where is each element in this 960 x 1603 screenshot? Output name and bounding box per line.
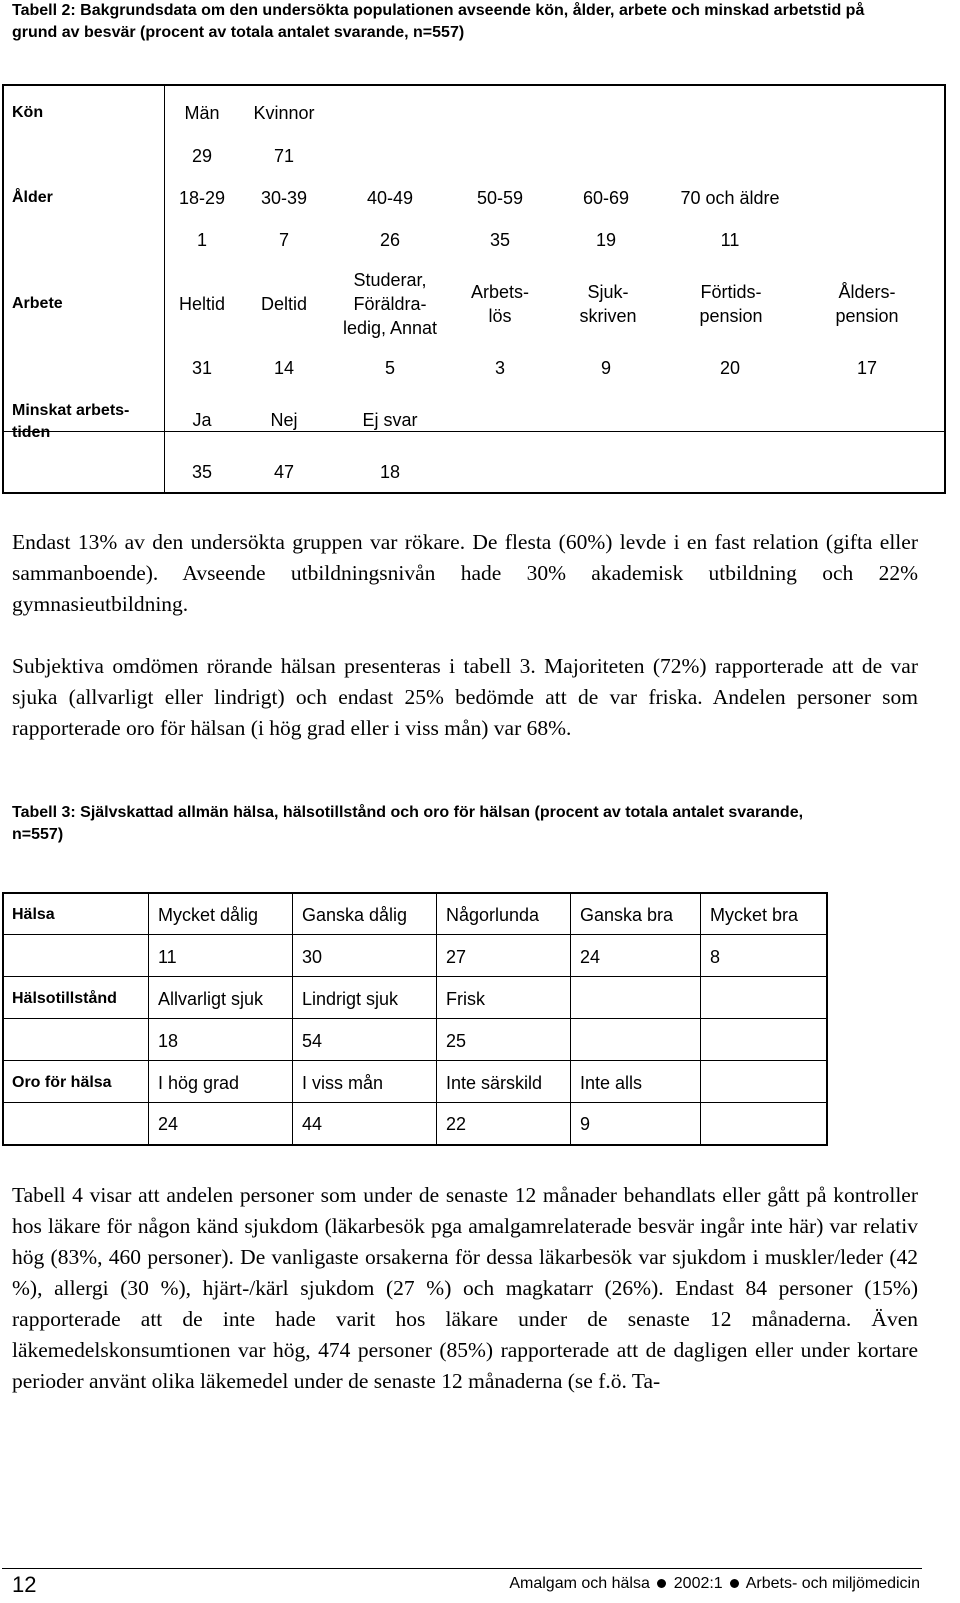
alder-val-1: 7 (278, 230, 290, 250)
arbete-val-3: 3 (494, 358, 506, 378)
footer-publisher: Arbets- och miljömedicin (745, 1575, 920, 1592)
halsotillstand-val-1: 54 (302, 1031, 323, 1051)
alder-cat-2: 40-49 (366, 188, 414, 208)
kon-val-0: 29 (191, 146, 213, 166)
kon-cat-0: Män (184, 103, 220, 123)
halsa-val-2: 27 (446, 947, 467, 967)
table3-col-divider (570, 894, 571, 1144)
paragraph-1: Endast 13% av den undersökta gruppen var rökare. De flesta (60%) levde i en fast relation (gifta eller sammanboende). Avseende utbildningsnivån hade 30% akademisk utbildning och 22% gymnasieutbildning. (12, 530, 918, 616)
halsa-cat-0: Mycket dålig (158, 905, 259, 925)
label-halsotillstand: Hälsotillstånd (12, 990, 117, 1007)
label-arbete: Arbete (12, 295, 63, 312)
arbete-val-4: 9 (600, 358, 612, 378)
arbete-val-6: 17 (856, 358, 878, 378)
halsa-val-1: 30 (302, 947, 323, 967)
paragraph-3: Tabell 4 visar att andelen personer som under de senaste 12 månader behandlats eller gått på kontroller hos läkare för någon känd sjukdom (läkarbesök pga amalgamrelaterade besvär ingår inte här) var relativ hög (83%, 460 personer). De vanligaste orsakerna för dessa läkarbesök var sjukdom i muskler/leder (42 %), allergi (30 %), hjärt-/kärl sjukdom (27 %) och magkatarr (26%). Endast 84 personer (15%) rapporterade att de inte hade varit hos läkare under de senaste 12 månaderna. Även läkemedelskonsumtionen var hög, 474 personer (85%) rapporterade att de dagligen eller under kortare perioder använt olika läkemedel under de senaste 12 månaderna (se f.ö. Ta- (12, 1183, 918, 1393)
alder-cat-5: 70 och äldre (680, 188, 780, 208)
alder-val-5: 11 (720, 230, 740, 250)
oro-val-1: 44 (302, 1114, 323, 1134)
table3-row-divider (4, 1018, 826, 1019)
table3-col-divider (292, 894, 293, 1144)
oro-cat-3: Inte alls (580, 1073, 643, 1093)
halsa-val-3: 24 (580, 947, 601, 967)
arbete-val-0: 31 (191, 358, 213, 378)
minskad-val-0: 35 (191, 462, 213, 482)
oro-cat-0: I hög grad (158, 1073, 240, 1093)
minskad-val-2: 18 (379, 462, 401, 482)
halsotillstand-cat-0: Allvarligt sjuk (158, 989, 264, 1009)
arbete-cat-sjukskriven: Sjuk- skriven (579, 282, 637, 326)
minskad-cat-0: Ja (192, 410, 212, 430)
halsa-cat-4: Mycket bra (710, 905, 799, 925)
label-halsa: Hälsa (12, 906, 55, 923)
arbete-cat-heltid: Heltid (178, 294, 226, 314)
halsa-cat-2: Någorlunda (446, 905, 540, 925)
halsa-val-4: 8 (710, 947, 721, 967)
table3-caption: Tabell 3: Självskattad allmän hälsa, hälsotillstånd och oro för hälsan (procent av totala antalet svarande, n=557) (12, 804, 804, 843)
arbete-cat-fortidspension: Förtids- pension (699, 282, 763, 326)
alder-val-0: 1 (196, 230, 208, 250)
arbete-val-5: 20 (719, 358, 741, 378)
table3-col-divider (700, 894, 701, 1144)
footer-text (509, 1575, 920, 1593)
halsotillstand-cat-2: Frisk (446, 989, 485, 1009)
table3-row-divider (4, 1060, 826, 1061)
bullet-icon (657, 1579, 666, 1588)
alder-cat-4: 60-69 (582, 188, 630, 208)
table2-caption: Tabell 2: Bakgrundsdata om den undersökta populationen avseende kön, ålder, arbete och minskad arbetstid på grund av besvär (procent av totala antalet svarande, n=557) (12, 2, 865, 41)
table2-row-divider (4, 431, 944, 432)
kon-val-1: 71 (273, 146, 295, 166)
label-oro: Oro för hälsa (12, 1074, 112, 1091)
label-alder: Ålder (12, 189, 53, 206)
arbete-cat-deltid: Deltid (260, 294, 308, 314)
halsa-cat-3: Ganska bra (580, 905, 674, 925)
footer-publication: Amalgam och hälsa (509, 1575, 650, 1592)
table3-row-divider (4, 934, 826, 935)
label-minskat: Minskat arbets- tiden (12, 402, 130, 441)
oro-val-2: 22 (446, 1114, 467, 1134)
halsotillstand-val-0: 18 (158, 1031, 179, 1051)
halsa-val-0: 11 (158, 947, 177, 967)
table3 (2, 892, 828, 1146)
minskad-val-1: 47 (273, 462, 295, 482)
alder-cat-3: 50-59 (476, 188, 524, 208)
alder-cat-1: 30-39 (260, 188, 308, 208)
kon-cat-1: Kvinnor (253, 103, 315, 123)
table3-col-divider (436, 894, 437, 1144)
oro-val-3: 9 (580, 1114, 591, 1134)
bullet-icon (730, 1579, 739, 1588)
label-kon: Kön (12, 104, 44, 121)
halsotillstand-cat-1: Lindrigt sjuk (302, 989, 399, 1009)
arbete-cat-arbetslos: Arbets- lös (470, 282, 530, 326)
page-number: 12 (12, 1572, 37, 1597)
table2 (2, 84, 946, 494)
table3-col-divider (148, 894, 149, 1144)
oro-cat-1: I viss mån (302, 1073, 384, 1093)
footer-issue: 2002:1 (673, 1575, 723, 1592)
alder-val-3: 35 (489, 230, 511, 250)
alder-val-2: 26 (379, 230, 401, 250)
alder-cat-0: 18-29 (178, 188, 226, 208)
arbete-cat-studerar: Studerar, Föräldra- ledig, Annat (342, 270, 438, 338)
oro-cat-2: Inte särskild (446, 1073, 543, 1093)
footer-rule (2, 1568, 922, 1569)
halsotillstand-val-2: 25 (446, 1031, 467, 1051)
oro-val-0: 24 (158, 1114, 179, 1134)
table3-row-divider (4, 1102, 826, 1103)
minskad-cat-1: Nej (270, 410, 298, 430)
halsa-cat-1: Ganska dålig (302, 905, 408, 925)
arbete-cat-alderspension: Ålders- pension (835, 282, 899, 326)
table3-row-divider (4, 976, 826, 977)
minskad-cat-2: Ej svar (362, 410, 418, 430)
alder-val-4: 19 (595, 230, 617, 250)
arbete-val-2: 5 (384, 358, 396, 378)
paragraph-2: Subjektiva omdömen rörande hälsan presenteras i tabell 3. Majoriteten (72%) rapporterade att de var sjuka (allvarligt eller lindrigt) och endast 25% bedömde att de var friska. Andelen personer som rapporterade oro för hälsan (i hög grad eller i viss mån) var 68%. (12, 654, 918, 740)
arbete-val-1: 14 (273, 358, 295, 378)
